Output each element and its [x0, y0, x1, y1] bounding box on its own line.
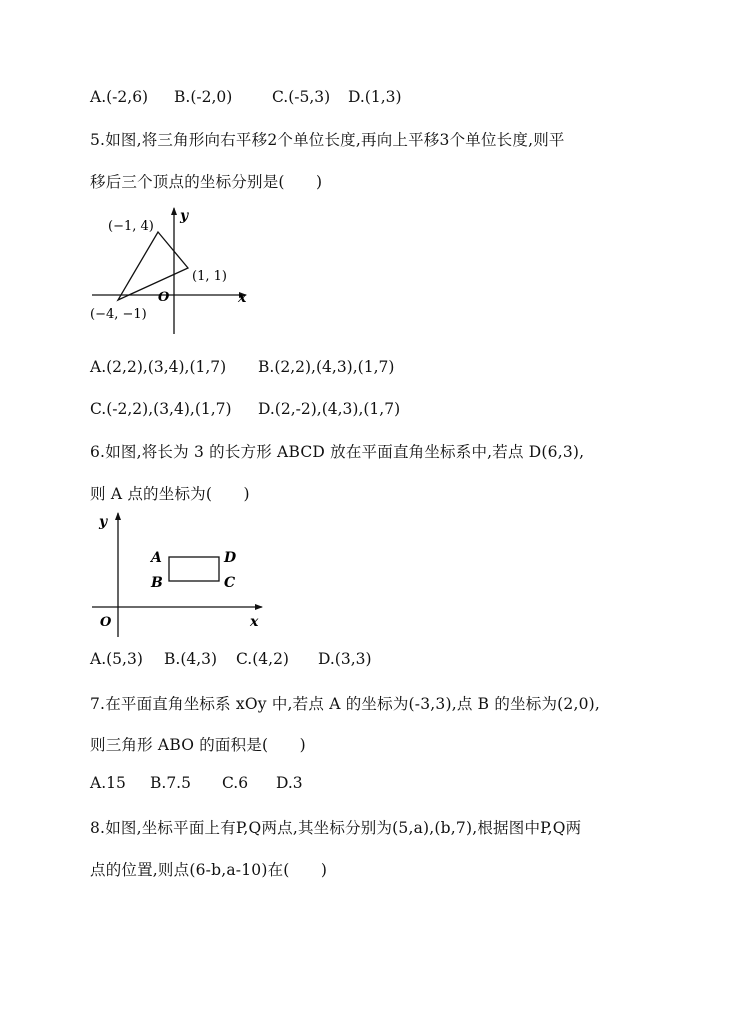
q6-y-label: y	[99, 514, 108, 530]
q5-option-b: B.(2,2),(4,3),(1,7)	[258, 358, 395, 376]
q6-text-line1: 6.如图,将长为 3 的长方形 ABCD 放在平面直角坐标系中,若点 D(6,3),	[90, 443, 585, 461]
q4-option-c: C.(-5,3)	[272, 88, 331, 106]
q5-option-a: A.(2,2),(3,4),(1,7)	[90, 358, 227, 376]
q7-option-d: D.3	[276, 774, 303, 792]
q5-x-label: x	[238, 290, 247, 306]
q5-vertex-label-bottom: (−4, −1)	[90, 307, 147, 322]
q6-option-a: A.(5,3)	[90, 650, 143, 668]
q6-rectangle-abcd	[169, 557, 219, 581]
q5-text-line1: 5.如图,将三角形向右平移2个单位长度,再向上平移3个单位长度,则平	[90, 131, 565, 149]
q6-label-b: B	[151, 575, 163, 591]
q7-option-b: B.7.5	[150, 774, 191, 792]
q8-text-line1: 8.如图,坐标平面上有P,Q两点,其坐标分别为(5,a),(b,7),根据图中P,Q两	[90, 819, 582, 837]
q6-option-c: C.(4,2)	[236, 650, 289, 668]
q4-option-d: D.(1,3)	[348, 88, 402, 106]
q6-option-d: D.(3,3)	[318, 650, 372, 668]
q7-option-a: A.15	[90, 774, 126, 792]
q6-option-b: B.(4,3)	[164, 650, 218, 668]
q5-vertex-label-top: (−1, 4)	[108, 219, 154, 234]
q5-y-label: y	[180, 208, 189, 224]
q5-vertex-label-right: (1, 1)	[192, 269, 227, 284]
q6-label-a: A	[151, 550, 162, 566]
q6-text-line2: 则 A 点的坐标为( )	[90, 485, 250, 503]
q8-text-line2: 点的位置,则点(6-b,a-10)在( )	[90, 861, 328, 879]
q4-option-a: A.(-2,6)	[90, 88, 149, 106]
q6-x-label: x	[250, 614, 259, 630]
q7-text-line2: 则三角形 ABO 的面积是( )	[90, 736, 306, 754]
q6-label-d: D	[224, 550, 237, 566]
q5-option-c: C.(-2,2),(3,4),(1,7)	[90, 400, 232, 418]
q5-text-line2: 移后三个顶点的坐标分别是( )	[90, 173, 323, 191]
q6-origin-label: O	[100, 615, 112, 630]
q6-label-c: C	[224, 575, 236, 591]
q5-origin-label: O	[158, 290, 170, 305]
q7-option-c: C.6	[222, 774, 249, 792]
q5-option-d: D.(2,-2),(4,3),(1,7)	[258, 400, 401, 418]
q7-text-line1: 7.在平面直角坐标系 xOy 中,若点 A 的坐标为(-3,3),点 B 的坐标为(2,0),	[90, 695, 601, 713]
q4-option-b: B.(-2,0)	[174, 88, 233, 106]
